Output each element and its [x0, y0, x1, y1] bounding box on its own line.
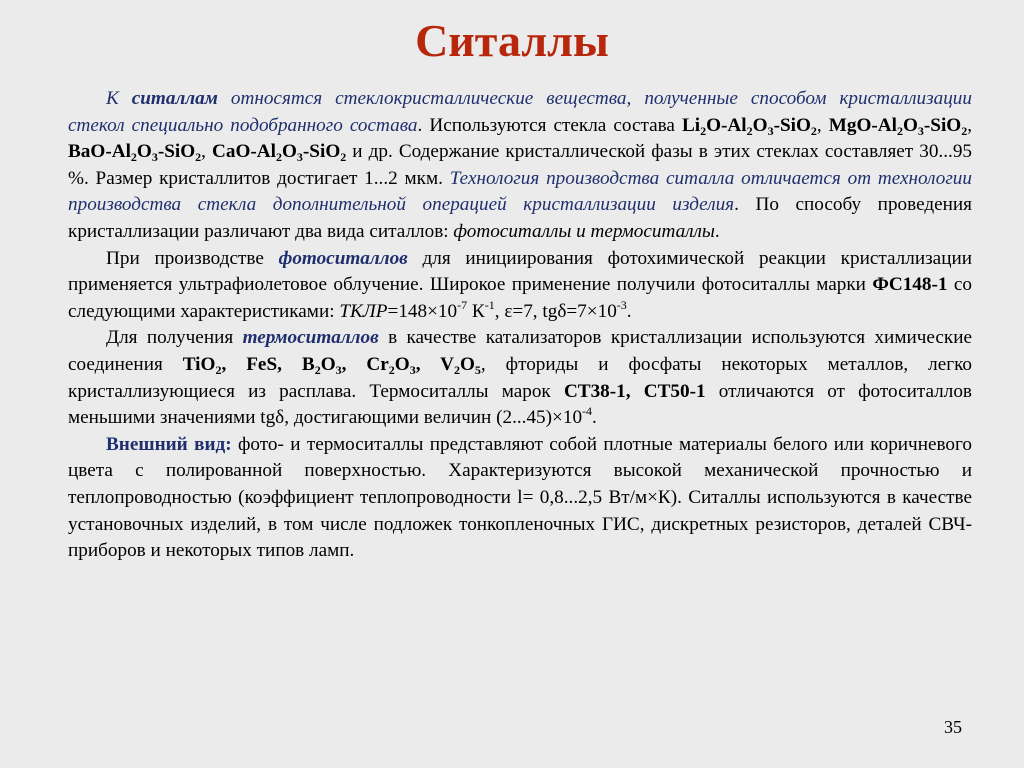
appearance-label: Внешний вид:	[106, 433, 232, 455]
formula-li2o: $Li_2O-Al_2O_3-SiO_2$	[681, 114, 817, 138]
types-text: фотоситаллы и термоситаллы	[453, 220, 715, 242]
page-number: 35	[944, 717, 962, 737]
brand-fs148: ФС148-1	[872, 274, 948, 296]
tklr-label: ТКЛР	[339, 300, 388, 322]
slide-title: Ситаллы	[415, 15, 609, 66]
formula-cr2o3: $Cr_2O_3$	[366, 353, 416, 377]
brand-st38-st50: СТ38-1, СТ50-1	[563, 380, 706, 402]
technology-text: Технология производства ситалла отличается от технологии производства стекла дополнительной операцией кристаллизации изделия	[68, 167, 972, 216]
text-span: и др. Содержание кристаллической фазы в этих стеклах составляет 30...95 %. Размер кристаллитов достигает 1...2 мкм.	[68, 141, 973, 189]
formula-tio2: TiO$_2$	[182, 353, 222, 377]
definition-text: относятся стеклокристаллические вещества, полученные способом кристаллизации стекол специально подобранного состава	[68, 88, 972, 136]
text-span: . По способу проведения кристаллизации различают два вида ситаллов:	[68, 194, 972, 242]
paragraph-appearance: Внешний вид: фото- и термоситаллы представляют собой плотные материалы белого или коричневого цвета с полированной поверхностью. Характеризуются высокой механической прочностью и теплопроводностью (коэффициент теплопроводности l= 0,8...2,5 Вт/м×К). Ситаллы используются в качестве установочных изделий, в том числе подложек тонкопленочных ГИС, дискретных резисторов, деталей СВЧ-приборов и некоторых типов ламп.	[68, 433, 972, 562]
paragraph-intro: К ситаллам относятся стеклокристаллические вещества, полученные способом кристаллизации стекол специально подобранного состава. Используются стекла состава $Li_2O-Al_2O_3-SiO_2$, MgO-$Al_2O_3-SiO_2$, BaO-$Al_2O_3-SiO_2$, CaO-$Al_2O_3-SiO_2$ и др. Содержание кристаллической фазы в этих стеклах составляет 30...95 %. Размер кристаллитов достигает 1...2 мкм. Технология производства ситалла отличается от технологии производства стекла дополнительной операцией кристаллизации изделия. По способу проведения кристаллизации различают два вида ситаллов: фотоситаллы и термоситаллы.	[68, 88, 973, 242]
text-span: . Используются стекла состава	[417, 114, 682, 136]
paragraph-photositally: При производстве фотоситаллов для инициирования фотохимической реакции кристаллизации применяется ультрафиолетовое облучение. Широкое применение получили фотоситаллы марки ФС148-1 со следующими характеристиками: $ТКЛР=148\times 10^{-7}$ $К^{-1}$, ε=7, $tg\delta=7\times 10^{-3}$.	[68, 247, 972, 322]
formula-b2o3: $B_2O_3$	[301, 353, 342, 377]
paragraph-thermositally: Для получения термоситаллов в качестве катализаторов кристаллизации используются химические соединения TiO$_2$, FeS, $B_2O_3$, $Cr_2O_3$, $V_2O_5$, фториды и фосфаты некоторых металлов, легко кристаллизующиеся из расплава. Термоситаллы марок СТ38-1, СТ50-1 отличаются от фотоситаллов меньшими значениями tgδ, достигающими величин $(2...45)\times 10^{-4}$.	[68, 327, 973, 429]
term-thermositally: термоситаллов	[242, 327, 379, 349]
formula-mgo: MgO-$Al_2O_3-SiO_2$	[828, 114, 968, 138]
slide-body	[68, 86, 972, 565]
term-sitally: ситаллам	[131, 88, 218, 109]
formula-bao: BaO-$Al_2O_3-SiO_2$	[68, 141, 202, 165]
formula-cao: CaO-$Al_2O_3-SiO_2$	[212, 141, 347, 165]
formula-fes: FeS	[246, 353, 278, 375]
formula-v2o5: $V_2O_5$	[440, 353, 481, 377]
term-photositally: фотоситаллов	[278, 247, 408, 269]
intro-text: К	[106, 88, 132, 109]
